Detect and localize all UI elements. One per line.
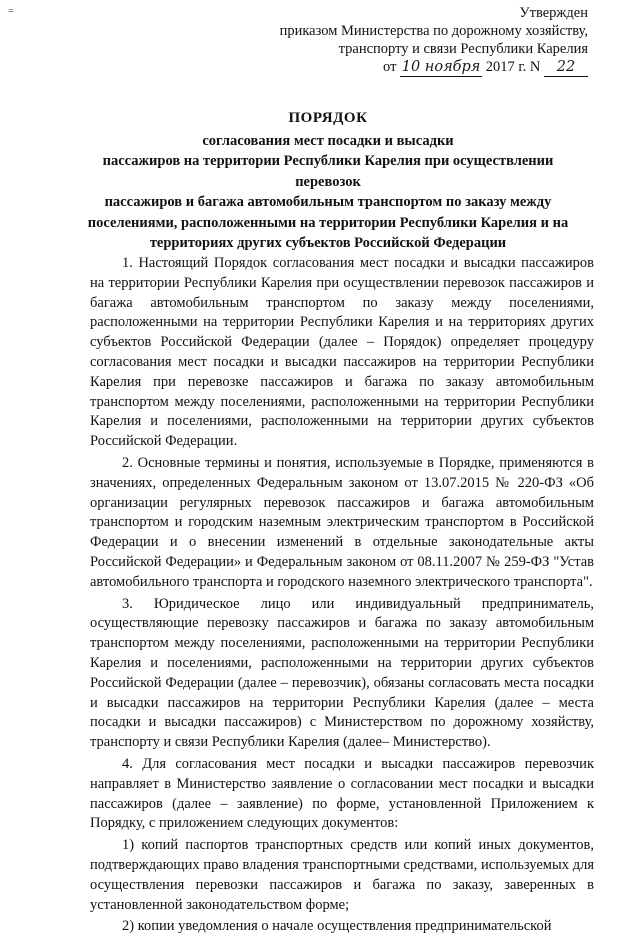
title-line: согласования мест посадки и высадки xyxy=(202,132,454,149)
title-line: пассажиров на территории Республики Карелия при осуществлении перевозок xyxy=(102,153,554,190)
title-line: поселениями, расположенными на территории Республики Карелия и на xyxy=(87,214,569,231)
title-main: ПОРЯДОК xyxy=(288,110,368,126)
list-item-1: 1) копий паспортов транспортных средств или копий иных документов, подтверждающих право владения транспортными средствами, используемых для осуществления перевозки пассажиров и багажа по заказу, заверенных в установленной законодательством форме; xyxy=(90,837,594,913)
title-line: территориях других субъектов Российской Федерации xyxy=(149,235,507,251)
paragraph-1: 1. Настоящий Порядок согласования мест посадки и высадки пассажиров на территории Республики Карелия при осуществлении перевозок пассажиров и багажа автомобильным транспортом по заказу между поселениями, расположенными на территории Республики Карелия и на территориях других субъектов Российской Федерации (далее – Порядок) определяет процедуру согласования мест посадки и высадки пассажиров на территории Республики Карелия при перевозке пассажиров и багажа по заказу автомобильным транспортом между поселениями, расположенными на территории Республики Карелия и поселениями, расположенными на территории других субъектов Российской Федерации. xyxy=(90,255,594,450)
paragraph-4: 4. Для согласования мест посадки и высадки пассажиров перевозчик направляет в Министерство заявление о согласовании мест посадки и высадки пассажиров (далее – заявление) по форме, установленной Приложением к Порядку, с приложением следующих документов: xyxy=(90,755,594,832)
approval-date-line xyxy=(280,58,588,77)
approval-line-3: транспорту и связи Республики Карелия xyxy=(338,41,588,57)
document-body xyxy=(90,254,594,937)
corner-mark: = xyxy=(8,6,14,17)
handwritten-number: 22 xyxy=(544,58,588,77)
approval-line-2: приказом Министерства по дорожному хозяйству, xyxy=(279,23,588,39)
paragraph-3: 3. Юридическое лицо или индивидуальный предприниматель, осуществляющие перевозку пассажиров и багажа по заказу автомобильным транспортом между поселениями, расположенными на территории Республики Карелия и поселениями, расположенными на территории других субъектов Российской Федерации (далее – перевозчик), обязаны согласовать места посадки и высадки пассажиров на территории Республики Карелия (далее – места посадки и высадки пассажиров) с Министерством по дорожному хозяйству, транспорту и связи Республики Карелия (далее– Министерство). xyxy=(90,595,594,751)
title-line: пассажиров и багажа автомобильным транспортом по заказу между xyxy=(104,194,552,210)
document-title xyxy=(78,108,578,254)
list-item-2: 2) копии уведомления о начале осуществления предпринимательской xyxy=(122,918,552,935)
paragraph-2: 2. Основные термины и понятия, используемые в Порядке, применяются в значениях, определенных Федеральным законом от 13.07.2015 № 220-ФЗ «Об организации регулярных перевозок пассажиров и багажа автомобильным транспортом и городским наземным электрическим транспортом в Российской Федерации и о внесении изменений в отдельные законодательные акты Российской Федерации» и Федеральным законом от 08.11.2007 № 259-ФЗ "Устав автомобильного транспорта и городского наземного электрического транспорта". xyxy=(90,454,594,590)
handwritten-date: 10 ноября xyxy=(401,59,481,75)
approval-line-1: Утвержден xyxy=(519,5,588,21)
approval-stamp xyxy=(280,4,588,77)
approval-year-number-label: 2017 г. N xyxy=(485,59,541,75)
approval-from-label: от xyxy=(383,59,397,75)
